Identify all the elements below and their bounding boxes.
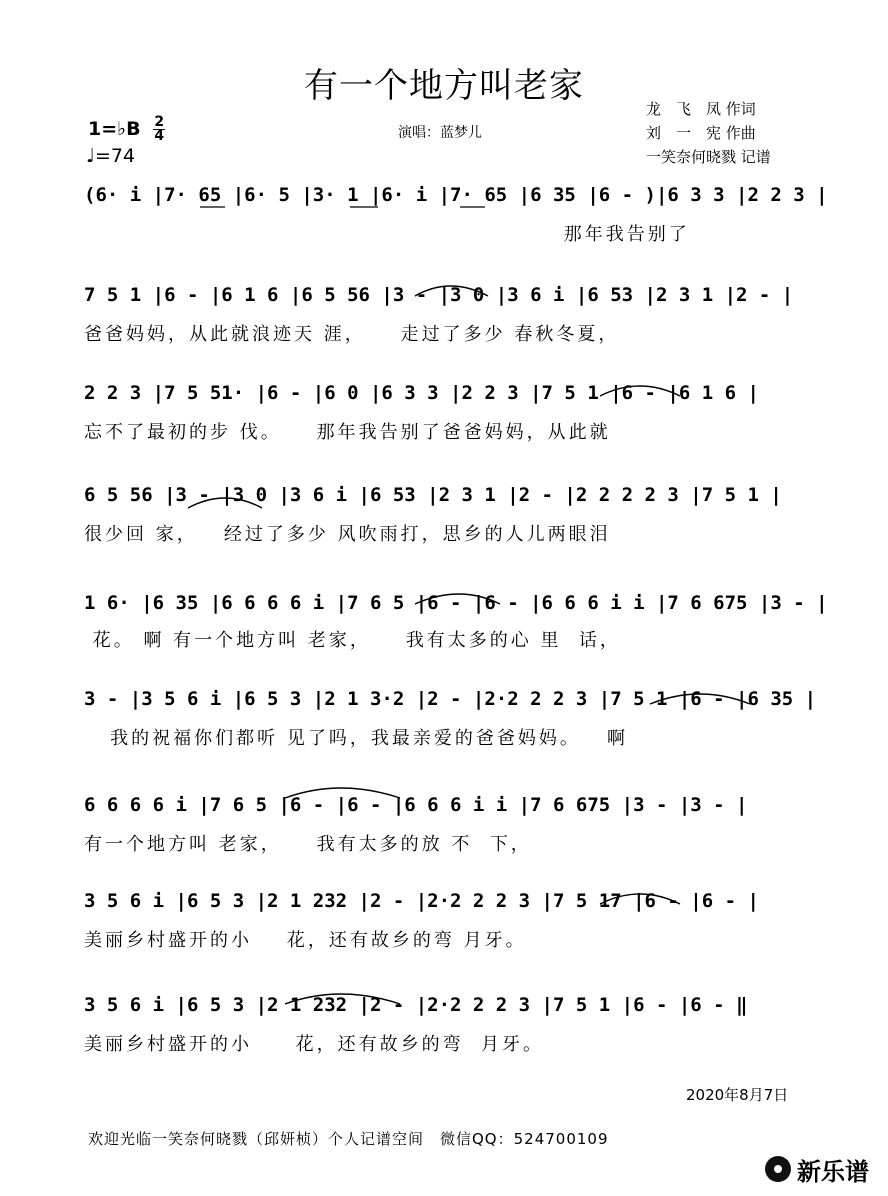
key-label: 1=♭B <box>88 118 141 140</box>
transcriber-credit: 一笑奈何晓戮 记谱 <box>646 148 771 166</box>
score-system-8 <box>84 888 814 952</box>
notes-line: (6· i |7· 65 |6· 5 |3· 1 |6· i |7· 65 |6 35 |6 - )|6 3 3 |2 2 3 | <box>84 184 828 206</box>
footer-note: 欢迎光临一笑奈何晓戮（邱妍桢）个人记谱空间 微信QQ：524700109 <box>88 1130 609 1148</box>
lyricist-credit: 龙 飞 凤 作词 <box>646 100 756 118</box>
logo-text: 新乐谱 <box>797 1157 869 1186</box>
score-system-1 <box>84 182 828 246</box>
time-bottom: 4 <box>154 128 165 144</box>
time-top: 2 <box>154 114 165 130</box>
transcription-date: 2020年8月7日 <box>686 1086 789 1104</box>
score-system-5 <box>84 590 828 652</box>
lyrics-line: 花。 啊 有一个地方叫 老家， 我有太多的心 里 话， <box>84 630 621 651</box>
time-signature <box>153 116 165 143</box>
composer-credit: 刘 一 宪 作曲 <box>646 124 756 142</box>
key-signature <box>88 116 165 143</box>
site-logo <box>765 1152 869 1186</box>
lyrics-line: 忘不了最初的步 伐。 那年我告别了爸爸妈妈，从此就 <box>84 422 611 443</box>
lyrics-line: 美丽乡村盛开的小 花，还有故乡的弯 月牙。 <box>84 1034 545 1055</box>
lyrics-line: 那年我告别了 <box>84 224 690 245</box>
score-system-4 <box>84 482 814 546</box>
music-disc-icon <box>765 1156 791 1182</box>
notes-line: 3 - |3 5 6 i |6 5 3 |2 1 3·2 |2 - |2·2 2 2 3 |7 5 1 |6 - |6 35 | <box>84 688 817 710</box>
tempo-marking: ♩=74 <box>86 145 136 167</box>
lyrics-line: 有一个地方叫 老家， 我有太多的放 不 下， <box>84 834 532 855</box>
score-system-6 <box>84 686 817 750</box>
notes-line: 1 6· |6 35 |6 6 6 6 i |7 6 5 |6 - |6 - |6 6 6 i i |7 6 675 |3 - | <box>84 592 828 614</box>
singer-credit: 演唱：蓝梦儿 <box>398 125 482 141</box>
notes-line: 6 6 6 6 i |7 6 5 |6 - |6 - |6 6 6 i i |7 6 675 |3 - |3 - | <box>84 794 748 816</box>
score-system-3 <box>84 380 814 444</box>
lyrics-line: 很少回 家， 经过了多少 风吹雨打，思乡的人儿两眼泪 <box>84 524 611 545</box>
lyrics-line: 美丽乡村盛开的小 花，还有故乡的弯 月牙。 <box>84 930 527 951</box>
notes-line: 3 5 6 i |6 5 3 |2 1 232 |2 - |2·2 2 2 3 |7 5 17 |6 - |6 - | <box>84 890 759 912</box>
score-system-2 <box>84 282 814 346</box>
score-system-7 <box>84 792 814 856</box>
notes-line: 7 5 1 |6 - |6 1 6 |6 5 56 |3 - |3 0 |3 6 i |6 53 |2 3 1 |2 - | <box>84 284 794 306</box>
notes-line: 6 5 56 |3 - |3 0 |3 6 i |6 53 |2 3 1 |2 - |2 2 2 2 3 |7 5 1 | <box>84 484 782 506</box>
page-title: 有一个地方叫老家 <box>304 66 584 106</box>
score-system-9 <box>84 992 814 1056</box>
notes-line: 2 2 3 |7 5 51· |6 - |6 0 |6 3 3 |2 2 3 |7 5 1 |6 - |6 1 6 | <box>84 382 759 404</box>
notes-line: 3 5 6 i |6 5 3 |2 1 232 |2 - |2·2 2 2 3 |7 5 1 |6 - |6 - ‖ <box>84 994 748 1016</box>
lyrics-line: 爸爸妈妈，从此就浪迹天 涯， 走过了多少 春秋冬夏， <box>84 324 620 345</box>
lyrics-line: 我的祝福你们都听 见了吗，我最亲爱的爸爸妈妈。 啊 <box>84 728 629 749</box>
